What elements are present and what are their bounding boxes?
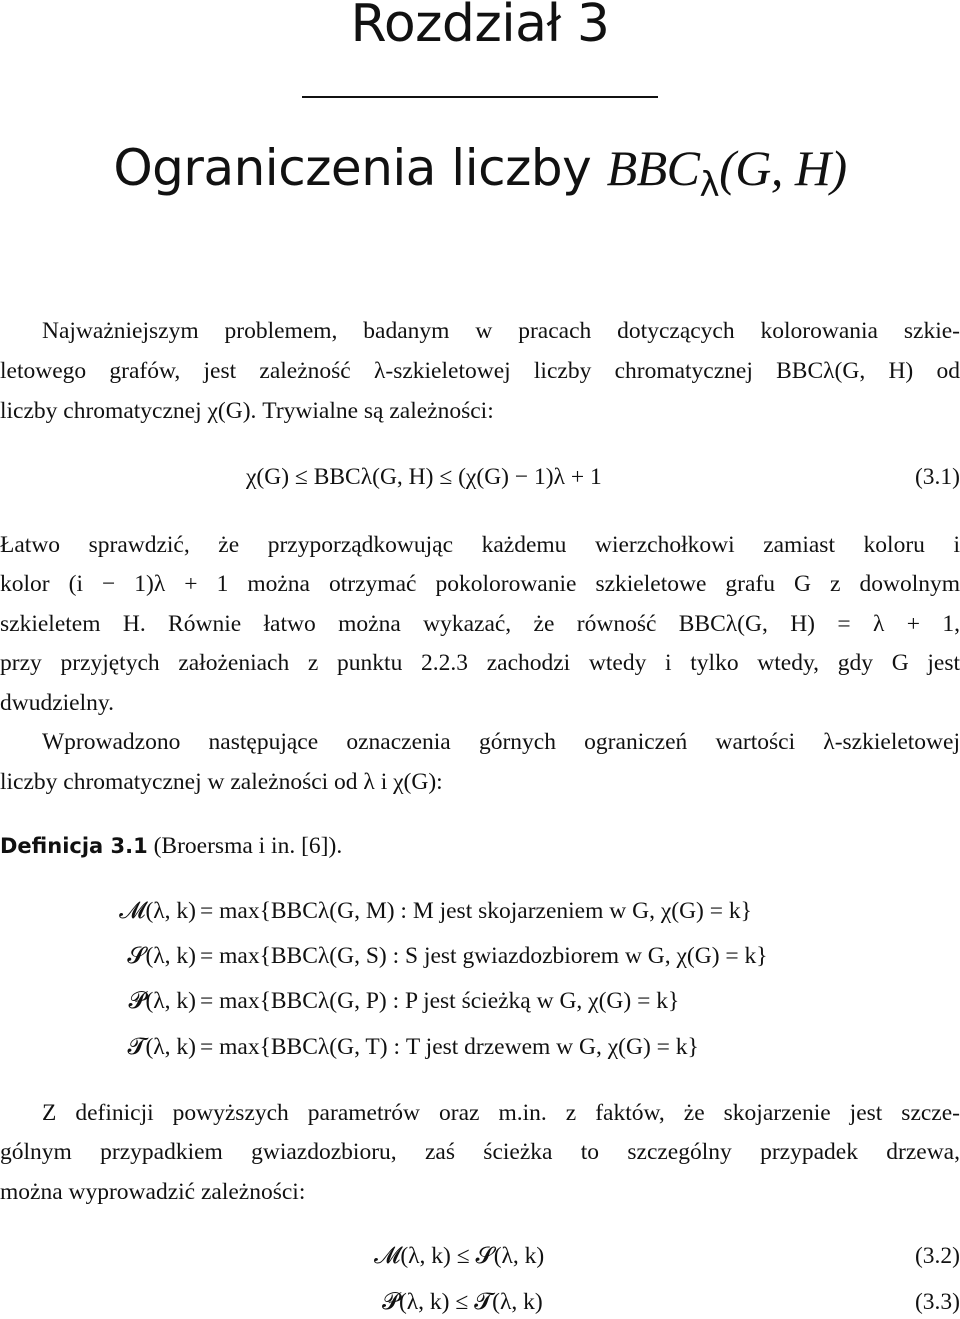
definition-rhs-M: = max{BBCλ(G, M) : M jest skojarzeniem w G, χ(G) = k} (200, 898, 752, 924)
definition-source: (Broersma i in. [6]). (153, 833, 343, 859)
definition-lhs-P: 𝓟(λ, k) (128, 988, 196, 1014)
paragraph-4-line-3: można wyprowadzić zależności: (0, 1179, 306, 1205)
chapter-title: Rozdział 3 (350, 0, 610, 54)
paragraph-4-line-1: Z definicji powyższych parametrów oraz m.in. z faktów, że skojarzenie jest szcze- (42, 1100, 960, 1126)
paragraph-1-line-2: letowego grafów, jest zależność λ-szkieletowej liczby chromatycznej BBCλ(G, H) od (0, 358, 960, 384)
definition-lhs-T: 𝓣(λ, k) (127, 1034, 196, 1060)
paragraph-4-line-2: gólnym przypadkiem gwiazdozbioru, zaś ścieżka to szczególny przypadek drzewa, (0, 1139, 960, 1165)
definition-header (0, 831, 960, 861)
definition-rhs-S: = max{BBCλ(G, S) : S jest gwiazdozbiorem w G, χ(G) = k} (200, 943, 768, 969)
equation-3-2: 𝓜(λ, k) ≤ 𝓢(λ, k) (374, 1243, 545, 1269)
title-divider (302, 96, 658, 98)
equation-number-3-3: (3.3) (914, 1289, 960, 1315)
paragraph-2-line-4: przy przyjętych założeniach z punktu 2.2.3 zachodzi wtedy i tylko wtedy, gdy G jest (0, 650, 960, 676)
paragraph-3-line-2: liczby chromatycznej w zależności od λ i χ(G): (0, 769, 443, 795)
section-title-args: (G, H) (719, 140, 847, 196)
section-title (0, 138, 960, 215)
definition-label: Definicja 3.1 (0, 834, 148, 858)
equation-number-3-2: (3.2) (914, 1243, 960, 1269)
equation-3-3: 𝓟(λ, k) ≤ 𝓣(λ, k) (382, 1289, 543, 1315)
section-title-text: Ograniczenia liczby (113, 139, 607, 197)
definition-lhs-S: 𝓢(λ, k) (127, 943, 196, 969)
paragraph-2-line-2: kolor (i − 1)λ + 1 można otrzymać pokolorowanie szkieletowe grafu G z dowolnym (0, 571, 960, 597)
section-title-math: BBC (606, 140, 700, 196)
equation-number-3-1: (3.1) (914, 464, 960, 490)
paragraph-1-line-3: liczby chromatycznej χ(G). Trywialne są zależności: (0, 398, 494, 424)
paragraph-2-line-5: dwudzielny. (0, 690, 114, 716)
section-title-subscript: λ (699, 165, 720, 205)
paragraph-3-line-1: Wprowadzono następujące oznaczenia górnych ograniczeń wartości λ-szkieletowej (42, 729, 960, 755)
paragraph-1-line-1: Najważniejszym problemem, badanym w pracach dotyczących kolorowania szkie- (42, 318, 960, 344)
definition-rhs-P: = max{BBCλ(G, P) : P jest ścieżką w G, χ(G) = k} (200, 988, 680, 1014)
definition-lhs-M: 𝓜(λ, k) (119, 898, 196, 924)
paragraph-2-line-3: szkieletem H. Równie łatwo można wykazać, że równość BBCλ(G, H) = λ + 1, (0, 611, 960, 637)
equation-3-1: χ(G) ≤ BBCλ(G, H) ≤ (χ(G) − 1)λ + 1 (246, 464, 602, 490)
definition-rhs-T: = max{BBCλ(G, T) : T jest drzewem w G, χ(G) = k} (200, 1034, 699, 1060)
paragraph-2-line-1: Łatwo sprawdzić, że przyporządkowując każdemu wierzchołkowi zamiast koloru i (0, 532, 960, 558)
